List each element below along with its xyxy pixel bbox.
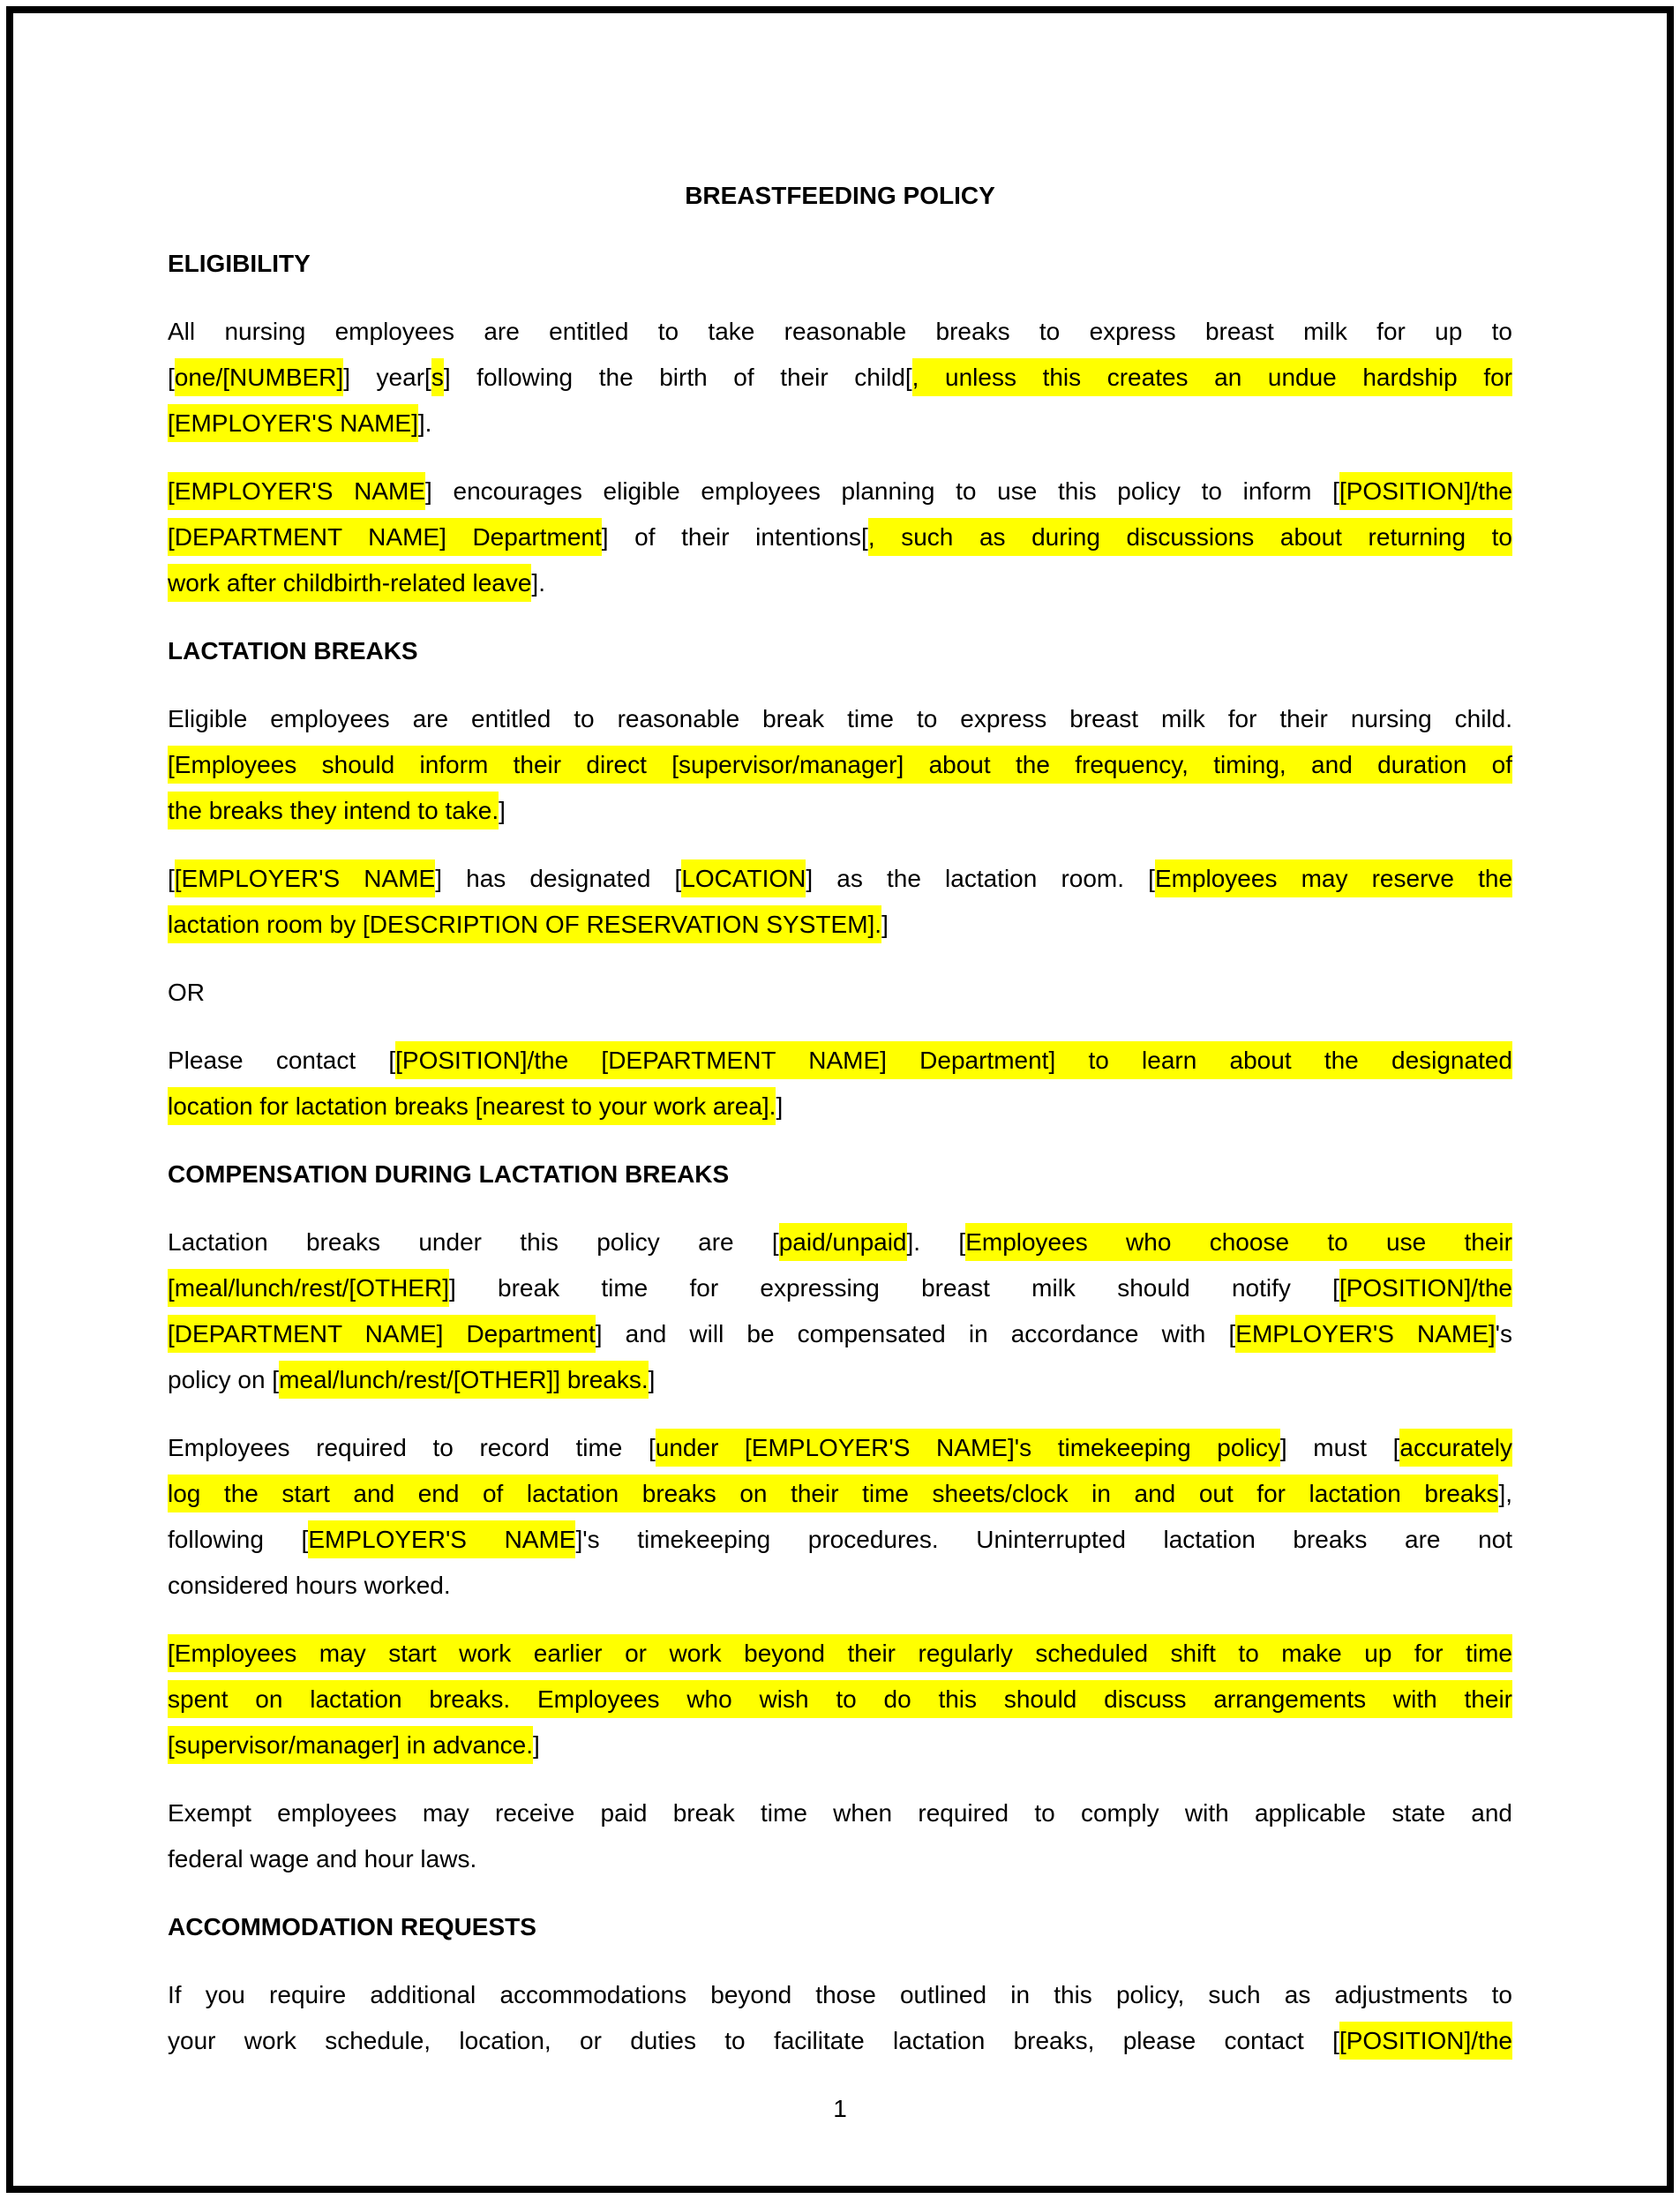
text-segment: ] encourages eligible employees planning to use this policy to inform [ <box>425 477 1339 505</box>
highlighted-segment: , unless this creates an undue hardship for <box>912 358 1512 396</box>
text-segment: [ <box>168 865 175 892</box>
section-heading: ACCOMMODATION REQUESTS <box>168 1913 536 1940</box>
highlighted-segment: [DEPARTMENT NAME] Department <box>168 518 602 556</box>
highlighted-segment: accurately <box>1399 1429 1512 1467</box>
highlighted-segment: under [EMPLOYER'S NAME]'s timekeeping policy <box>656 1429 1280 1467</box>
highlighted-segment: [EMPLOYER'S NAME <box>175 859 435 897</box>
text-line <box>168 1084 1512 1130</box>
text-line <box>168 1836 1512 1882</box>
text-segment: ] <box>499 797 506 824</box>
text-segment: ] <box>648 1366 656 1393</box>
paragraph <box>168 1038 1512 1130</box>
text-segment: OR <box>168 979 205 1006</box>
highlighted-segment: work after childbirth-related leave <box>168 564 531 602</box>
text-line <box>168 1471 1512 1517</box>
text-segment: Please contact [ <box>168 1047 396 1074</box>
text-segment: All nursing employees are entitled to take reasonable breaks to express breast milk for up to <box>168 318 1512 345</box>
text-segment: ] <box>881 911 889 938</box>
highlighted-segment: the breaks they intend to take. <box>168 792 499 829</box>
text-segment: ] of their intentions[ <box>601 523 868 551</box>
text-segment: Exempt employees may receive paid break time when required to comply with applicable state and <box>168 1799 1512 1827</box>
text-line <box>168 856 1512 902</box>
highlighted-segment: log the start and end of lactation breaks on their time sheets/clock in and out for lactation breaks <box>168 1475 1498 1512</box>
highlighted-segment: [POSITION]/the <box>1339 2022 1512 2060</box>
highlighted-segment: meal/lunch/rest/[OTHER]] breaks. <box>279 1361 649 1399</box>
text-line <box>168 1790 1512 1836</box>
text-line <box>168 355 1512 401</box>
highlighted-segment: [Employees may start work earlier or work beyond their regularly scheduled shift to make up for time <box>168 1634 1512 1672</box>
highlighted-segment: [EMPLOYER'S NAME] <box>168 404 418 442</box>
highlighted-segment: [supervisor/manager] in advance. <box>168 1726 533 1764</box>
text-line <box>168 742 1512 788</box>
highlighted-segment: one/[NUMBER] <box>175 358 343 396</box>
paragraph <box>168 1631 1512 1768</box>
text-line <box>168 401 1512 447</box>
paragraph <box>168 1425 1512 1609</box>
text-line <box>168 1357 1512 1403</box>
text-segment: ] following the birth of their child[ <box>443 364 912 391</box>
text-line <box>168 1517 1512 1563</box>
text-line <box>168 514 1512 560</box>
text-segment: Lactation breaks under this policy are [ <box>168 1228 779 1256</box>
text-segment: ] <box>776 1092 784 1120</box>
highlighted-segment: EMPLOYER'S NAME <box>308 1520 575 1558</box>
paragraph <box>168 309 1512 447</box>
highlighted-segment: [Employees should inform their direct [supervisor/manager] about the frequency, timing, and duration of <box>168 746 1512 784</box>
text-line <box>168 1311 1512 1357</box>
text-segment: ] as the lactation room. [ <box>806 865 1155 892</box>
highlighted-segment: paid/unpaid <box>779 1223 907 1261</box>
text-line <box>168 2018 1512 2064</box>
highlighted-segment: location for lactation breaks [nearest to your work area]. <box>168 1087 776 1125</box>
text-segment: ] has designated [ <box>435 865 682 892</box>
text-line <box>168 1972 1512 2018</box>
text-line <box>168 1220 1512 1265</box>
text-segment: federal wage and hour laws. <box>168 1845 477 1873</box>
highlighted-segment: [DEPARTMENT NAME] Department <box>168 1315 596 1353</box>
highlighted-segment: [POSITION]/the <box>1339 472 1512 510</box>
text-segment: 's <box>1495 1320 1513 1347</box>
text-segment: ], <box>1498 1480 1512 1507</box>
text-line <box>168 1631 1512 1677</box>
text-segment: ] break time for expressing breast milk should notify [ <box>448 1274 1339 1302</box>
highlighted-segment: [meal/lunch/rest/[OTHER] <box>168 1269 449 1307</box>
text-segment: ]. <box>531 569 545 597</box>
highlighted-segment: [POSITION]/the <box>1339 1269 1512 1307</box>
highlighted-segment: , such as during discussions about returning to <box>868 518 1512 556</box>
paragraph <box>168 1790 1512 1882</box>
highlighted-segment: Employees may reserve the <box>1155 859 1512 897</box>
highlighted-segment: [POSITION]/the [DEPARTMENT NAME] Department] to learn about the designated <box>395 1041 1512 1079</box>
text-segment: Employees required to record time [ <box>168 1434 656 1461</box>
section-heading: LACTATION BREAKS <box>168 637 418 664</box>
text-segment: ]'s timekeeping procedures. Uninterrupted lactation breaks are not <box>575 1526 1513 1553</box>
text-line <box>168 1563 1512 1609</box>
page-number: 1 <box>833 2095 847 2122</box>
text-segment: ] and will be compensated in accordance with [ <box>595 1320 1236 1347</box>
text-line <box>168 902 1512 948</box>
text-line <box>168 788 1512 834</box>
highlighted-segment: EMPLOYER'S NAME] <box>1235 1315 1495 1353</box>
document-title: BREASTFEEDING POLICY <box>685 182 995 209</box>
text-line <box>168 560 1512 606</box>
text-line <box>168 469 1512 514</box>
text-segment: [ <box>168 364 175 391</box>
highlighted-segment: s <box>431 358 444 396</box>
text-line <box>168 1677 1512 1722</box>
text-line <box>168 970 1512 1016</box>
text-segment: ] must [ <box>1279 1434 1400 1461</box>
text-segment: Eligible employees are entitled to reasonable break time to express breast milk for their nursing child. <box>168 705 1512 732</box>
highlighted-segment: [EMPLOYER'S NAME <box>168 472 425 510</box>
highlighted-segment: spent on lactation breaks. Employees who wish to do this should discuss arrangements with their <box>168 1680 1512 1718</box>
text-line <box>168 309 1512 355</box>
text-segment: policy on [ <box>168 1366 280 1393</box>
highlighted-segment: Employees who choose to use their <box>965 1223 1512 1261</box>
paragraph <box>168 1220 1512 1403</box>
section-heading: COMPENSATION DURING LACTATION BREAKS <box>168 1160 730 1188</box>
text-line <box>168 1038 1512 1084</box>
text-segment: If you require additional accommodations beyond those outlined in this policy, such as adjustments to <box>168 1981 1512 2008</box>
document-content <box>168 173 1512 2132</box>
text-line <box>168 1722 1512 1768</box>
paragraph <box>168 1972 1512 2064</box>
text-segment: ] <box>533 1731 540 1759</box>
highlighted-segment: lactation room by [DESCRIPTION OF RESERVATION SYSTEM]. <box>168 905 881 943</box>
paragraph <box>168 469 1512 606</box>
text-segment: ] year[ <box>343 364 431 391</box>
text-segment: your work schedule, location, or duties to facilitate lactation breaks, please contact [ <box>168 2027 1339 2054</box>
text-segment: ]. <box>417 409 432 437</box>
paragraph <box>168 970 1512 1016</box>
text-line <box>168 1425 1512 1471</box>
section-heading: ELIGIBILITY <box>168 250 311 277</box>
text-segment: ]. [ <box>906 1228 966 1256</box>
paragraph <box>168 696 1512 834</box>
paragraph <box>168 856 1512 948</box>
text-segment: considered hours worked. <box>168 1572 451 1599</box>
text-segment: following [ <box>168 1526 309 1553</box>
highlighted-segment: LOCATION <box>681 859 806 897</box>
text-line <box>168 696 1512 742</box>
text-line <box>168 1265 1512 1311</box>
